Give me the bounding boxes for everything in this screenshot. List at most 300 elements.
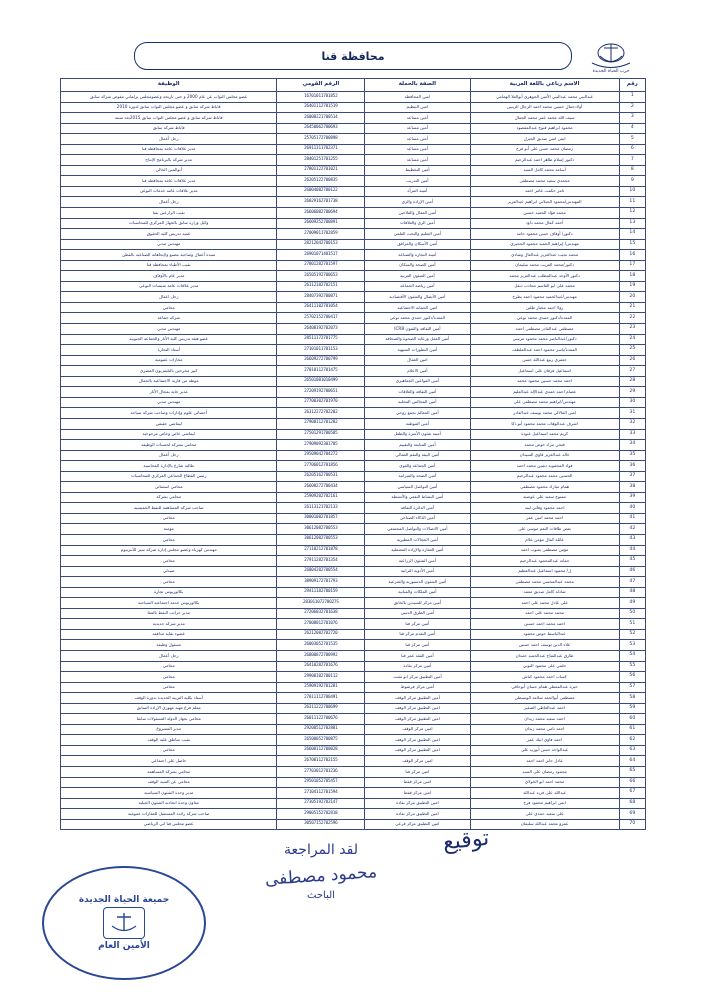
cell-id: 26205162700531 [277,471,365,482]
cell-id: 26800872700992 [277,650,365,661]
cell-note: مهندس كهرباء وعضو مجلس إدارة شركة سير للأنترنيوم [61,545,277,556]
cell-name: محمد احمد ابو الخولاي [470,777,619,788]
table-row [61,682,646,693]
cell-num: 4 [619,123,645,134]
table-head [61,79,646,92]
table-row [61,144,646,155]
cell-id: 26011122700676 [277,714,365,725]
cell-num: 29 [619,387,645,398]
cell-cap: أمين الحجالات المطيرية [365,534,470,545]
cell-cap: امين الحماية الاجتماعية [365,302,470,313]
cell-cap: أمين الشئون الزراعية [365,556,470,567]
cell-num: 11 [619,197,645,208]
cell-note: أستاذ بكلية التربية الجديدة بدورة الوقف [61,693,277,704]
cell-num: 7 [619,155,645,166]
cell-id: 29005152702818 [277,809,365,820]
cell-name: عادل جابر احمد احمد [470,756,619,767]
cell-id: 29411182700159 [277,587,365,598]
cell-cap: امين التنظيم [365,102,470,113]
cell-num: 63 [619,745,645,756]
cell-note: محامي [61,302,277,313]
cell-note: ليماشي خاص وخاص مرحوحية [61,429,277,440]
cell-name: عائلة كمال مؤمن علام [470,534,619,545]
cell-name: المعدة/ياسر محمود احمد عبدالملطف [470,345,619,356]
cell-name: محمود ابراهيم قنوج عبدالمقصود [470,123,619,134]
cell-name: فتحي مراد حوض محمد [470,440,619,451]
cell-name: عبدالنبي محمد عبدالنبي الأمين الجوهري أبوالعلا الهمامي [470,92,619,103]
cell-id: 26212082702720 [277,629,365,640]
cell-name: دكتور إسلام طاهر احمد عبدالرحيم [470,155,619,166]
cell-num: 39 [619,492,645,503]
cell-name: همام مبارك محمود مصطفى [470,482,619,493]
table-row [61,397,646,408]
cell-cap: المعدة/دكتور حمدي محمد نوعي [365,313,470,324]
table-row [61,513,646,524]
cell-name: حيزة عبدالمعطي همام حسان أبوحاقي [470,682,619,693]
cell-cap: أمين الري والعلاقات [365,218,470,229]
cell-name: ممتوج سعيد على عوضية [470,492,619,503]
cell-id: 29509042704272 [277,450,365,461]
cell-note: مدير علاقات عامة شبمنات النوعي [61,281,277,292]
cell-id: 25909192701281 [277,682,365,693]
cell-id: 27110212701878 [277,545,365,556]
table-row [61,577,646,588]
cell-num: 35 [619,450,645,461]
cell-cap: أمين الشئون العربية [365,271,470,282]
cell-note: عضو مجلس النواب عن عام 2000 و حتى تاريخه وعضومجلس برلماني مفوض شركة سابق [61,92,277,103]
cell-name: اشرف عبدالوهاب محمد محمود أبو ذكا [470,418,619,429]
cell-cap: أمين الأسكان والمرافق [365,239,470,250]
table-row [61,735,646,746]
cell-cap: أمين التواصل السياسي [365,482,470,493]
cell-num: 25 [619,345,645,356]
cell-cap: أمين الدائرة الثقافة [365,503,470,514]
cell-cap: أمين التطبيق مركز ابو تشت [365,672,470,683]
cell-cap: امين التطبيق مركز فرعي [365,819,470,830]
cell-num: 5 [619,134,645,145]
cell-num: 61 [619,724,645,735]
table-row [61,102,646,113]
cell-note: معاون وحدة اتحادية الشئون الجيلية [61,798,277,809]
cell-note: أحصائي علوم وإدارات وصاحب شركة سياحة [61,408,277,419]
cell-note: مسئول وظيفة [61,640,277,651]
cell-note: محامي [61,513,277,524]
cell-note: مدير عام بالأوقاف [61,271,277,282]
document-sheet [60,34,646,827]
cell-name: امين المالالي محمد يوسف عبدالقادر [470,408,619,419]
cell-id: 29900182700112 [277,672,365,683]
col-capacity: الصفة بالحملة [365,79,470,92]
cell-num: 16 [619,250,645,261]
cell-note: مخازات عمومية [61,355,277,366]
page-title: محافظة قنا [321,49,385,63]
cell-name: عمرو محمد عبدالله سليمان [470,819,619,830]
cell-id: 26500052700875 [277,735,365,746]
cell-name: جعفري ربيع عبدالله حسن [470,355,619,366]
cell-id: 28301107270027S [277,598,365,609]
cell-name: احمد محمد امين عمر [470,513,619,524]
cell-name: احمد نامي محمد زيدان [470,724,619,735]
cell-note: عضوء نقابة مدافعة [61,629,277,640]
cell-id: 26004082700122 [277,186,365,197]
cell-cap: أمين الملكات والمبانية [365,587,470,598]
table-row [61,440,646,451]
cell-id: 27008012701076 [277,619,365,630]
cell-cap: أمينة المرأة [365,186,470,197]
cell-name: محمد على ابو القاسم مجاذب دنقل [470,281,619,292]
cell-name: مصطفى أبوالحمد سلامة الوسيطي [470,693,619,704]
cell-note: بكالوريوس تجارة [61,587,277,598]
cell-id: 27801122701021 [277,165,365,176]
cell-cap: أمين مركز فرشوط [365,682,470,693]
cell-name: ل/ محمود اسماعيل عبدالعظيم [470,566,619,577]
cell-num: 24 [619,334,645,345]
review-signature [226,842,416,901]
document-header [60,34,646,78]
table-row [61,176,646,187]
cell-num: 47 [619,577,645,588]
cell-num: 17 [619,260,645,271]
cell-cap: أمين التخطيط [365,165,470,176]
cell-num: 62 [619,735,645,746]
cell-name: محمدي سعيد محمد مصطفى [470,176,619,187]
cell-cap: امين مركز قنا [365,767,470,778]
cell-num: 46 [619,566,645,577]
cell-num: 44 [619,545,645,556]
cell-id: 26804282700554 [277,566,365,577]
cell-note: محامي [61,745,277,756]
table-row [61,281,646,292]
cell-num: 38 [619,482,645,493]
cell-name: مؤمن مصطفى يعنوب احمد [470,545,619,556]
col-national-id: الرقم القومي [277,79,365,92]
cell-id: 30001082701857 [277,513,365,524]
cell-cap: أمين مساعد [365,144,470,155]
cell-id: 28407392700871 [277,292,365,303]
cell-name: على عادل محمد على احمد [470,598,619,609]
table-row [61,566,646,577]
cell-num: 8 [619,165,645,176]
table-row [61,186,646,197]
cell-note: أستاذ التجارة [61,345,277,356]
cell-name: علاء الدين يوسف احمد حسين [470,640,619,651]
cell-cap: أمين مركز نقادة [365,661,470,672]
cell-cap: امين التطبيق مركز نقادة [365,809,470,820]
cell-note: رجل اعمال [61,292,277,303]
table-row [61,260,646,271]
table-row [61,714,646,725]
cell-name: احمد محمد حسين محمود محمد [470,376,619,387]
cell-cap: امين المحافظة [365,92,470,103]
table-row [61,239,646,250]
cell-num: 52 [619,629,645,640]
cell-id: 25702152700417 [277,313,365,324]
cell-name: محمد عبدالمحسن محمد مصطفى [470,577,619,588]
cell-note: مهندس مدني [61,397,277,408]
cell-num: 37 [619,471,645,482]
cell-id: 30612082700553 [277,534,365,545]
cell-name: خالد عبدالعزيز قاوي السيدان [470,450,619,461]
cell-name: ايمن امين صديق الجبرل [470,134,619,145]
cell-num: 50 [619,608,645,619]
table-row [61,123,646,134]
table-row [61,534,646,545]
cell-note: ليماشي حقيقي [61,418,277,429]
cell-id: 26700112702155 [277,756,365,767]
cell-note: محامي [61,661,277,672]
cell-cap: أمين الفقه عمر قنا [365,650,470,661]
cell-cap: أمين الشئون الدستورية والشرعية [365,577,470,588]
cell-note: صاحب شركة المساهمة للنقط الخميسية [61,503,277,514]
table-row [61,788,646,799]
cell-id: 27911282701354 [277,556,365,567]
cell-id: 26008221700514 [277,113,365,124]
cell-name: أحمد كمال محمد داود [470,218,619,229]
table-row [61,292,646,303]
cell-id: 26205122700835 [277,176,365,187]
members-table [60,78,646,830]
cell-name: احمد محمد احمد حسين [470,619,619,630]
table-row [61,113,646,124]
cell-note: مهندس مدني [61,239,277,250]
signature-mark: توقيع [441,825,491,856]
cell-id: 29501052705457 [277,777,365,788]
table-row [61,556,646,567]
cell-name: بعض طاقات النعم موسى على [470,524,619,535]
table-body [61,92,646,830]
cell-num: 51 [619,619,645,630]
cell-note: مدير شركة حديدية [61,619,277,630]
cell-num: 66 [619,777,645,788]
cell-note: مدير المشروع [61,724,277,735]
cell-id: 27908112701282 [277,418,365,429]
table-row [61,408,646,419]
cell-name: حلمي على محمود النوبي [470,661,619,672]
cell-id: 27209192700651 [277,387,365,398]
cell-cap: أمين الاتصالات والتواصل المجتمعي [365,524,470,535]
review-line-1: لقد المراجعة [284,842,358,858]
cell-name: اسماعيل فرقان على اسماعيل [470,366,619,377]
cell-cap: أمين الاعلام [365,366,470,377]
table-row [61,155,646,166]
table-row [61,208,646,219]
cell-note: سيدة أعمال وصاحبة مصنع ولإتجاهاته الصناعية بالقطن [61,250,277,261]
cell-name: احمد عبدالعاطي الصغير [470,703,619,714]
cell-num: 19 [619,281,645,292]
cell-cap: أمين التعليم والبحث العلمي [365,229,470,240]
cell-num: 55 [619,661,645,672]
cell-num: 65 [619,767,645,778]
cell-cap: امين التطبيق مركز الوقف [365,714,470,725]
cell-name: عبدالله على فريد عبدالله [470,788,619,799]
cell-cap: أمين مساعد [365,123,470,134]
table-row [61,134,646,145]
cell-num: 45 [619,556,645,567]
cell-num: 26 [619,355,645,366]
cell-note: مدير خاية بمجال الأثار [61,387,277,398]
cell-note: عضو محلس قنا اني الرياضي [61,819,277,830]
cell-note: رجل أعمال [61,450,277,461]
cell-note: صاحب شركة رائدة المستقبل للعقارات عمومية [61,809,277,820]
cell-name: أولادجمال حسين محمد احمد الرجال الزينين [470,102,619,113]
cell-cap: أمين مساعد [365,155,470,166]
cell-cap: أمين المعالم بجمع روحي [365,408,470,419]
cell-id: 27706012701856 [277,461,365,472]
cell-name: مهندس/ابراهيم محمد مصطفى على [470,397,619,408]
cell-name: محمود رمضان على السيد [470,767,619,778]
cell-id: 27700302701970 [277,397,365,408]
cell-id: 27206032701638 [277,608,365,619]
cell-id: 26609252700891 [277,218,365,229]
cell-num: 12 [619,208,645,219]
cell-id: 25909202702161 [277,492,365,503]
cell-id: 26029162701738 [277,197,365,208]
cell-note: مدير علاقات عامة بمحافظة قنا [61,176,277,187]
cell-cap: أمين العمال والفلاحين [365,208,470,219]
cell-id: 27801282701597 [277,260,365,271]
cell-name: محمد فؤاد الحميد حسين [470,208,619,219]
table-row [61,703,646,714]
cell-num: 32 [619,418,645,429]
cell-num: 36 [619,461,645,472]
cell-name: دكتور/ أوقاف حسن محمود حامد [470,229,619,240]
table-row [61,724,646,735]
cell-note: مهندس مدني [61,324,277,335]
cell-name: عبدالباسط حوض محمود [470,629,619,640]
cell-id: 16701011701852 [277,92,365,103]
cell-num: 22 [619,313,645,324]
cell-id: 27010112701475 [277,366,365,377]
cell-note: مدير وحدة الشئون السياسية [61,788,277,799]
cell-name: كريم محمد اسماعيل عبودة [470,429,619,440]
cell-num: 48 [619,587,645,598]
cell-cap: أمين المجالس المحلية [365,397,470,408]
table-row [61,376,646,387]
cell-name: دكتور/عبدالناصر محمد محمود مرسي [470,334,619,345]
cell-id: 26911311702371 [277,144,365,155]
table-row [61,767,646,778]
table-row [61,461,646,472]
cell-num: 67 [619,788,645,799]
cell-name: مهندس/ إبراهيم الحميد محمود الجحيري [470,239,619,250]
cell-name: على سعيد حمدي على [470,809,619,820]
cell-cap: أمين الموطنة [365,418,470,429]
cell-note: مدير حرائب النقط بالمقا [61,608,277,619]
col-name: الاسم رباعي باللغة العربية [470,79,619,92]
table-row [61,693,646,704]
cell-note: نقيب الأطباء بمحافظة قنا [61,260,277,271]
cell-note: قاباط شركة سابق و عضو مجلس النواب سابق 2015بعد سنتة [61,113,277,124]
table-row [61,777,646,788]
cell-id: 26901071401517 [277,250,365,261]
table-row [61,798,646,809]
cell-name: محمد نجيب عبدالعزيز عبدالعال وشادي [470,250,619,261]
table-row [61,471,646,482]
cell-name: طارق عبدالفتاح عبدالحميد حمدان [470,650,619,661]
cell-note: محامي [61,682,277,693]
cell-id: 26401112701519 [277,102,365,113]
cell-cap: أمين مركز قنا [365,640,470,651]
cell-note: محامي بشركة [61,492,277,503]
stamp-bottom-text: الأمين العام [98,941,150,951]
table-row [61,334,646,345]
cell-name: كساب احمد محمود كباش [470,672,619,683]
cell-cap: أمينة شئون الأسرة والطفل [365,429,470,440]
cell-cap: أمين النشاط النفعي والأنشطة [365,492,470,503]
cell-id: 26408192702073 [277,324,365,335]
table-row [61,587,646,598]
cell-num: 6 [619,144,645,155]
table-row [61,165,646,176]
cell-id: 26311222700699 [277,703,365,714]
cell-note: محامي بشركة المساهمة [61,767,277,778]
table-row [61,598,646,609]
cell-note: طالبة شارع بالإدارة المحاسبة [61,461,277,472]
cell-num: 49 [619,598,645,609]
cell-id: 30612082700553 [277,524,365,535]
document-title-box [134,42,572,70]
cell-id: 26112182702151 [277,281,365,292]
cell-name: احمد سعيد محمد زيدان [470,714,619,725]
cell-num: 34 [619,440,645,451]
cell-num: 13 [619,218,645,229]
cell-id: 26606082700694 [277,208,365,219]
cell-num: 14 [619,229,645,240]
cell-name: ايمن ابراهيم محمود فرج [470,798,619,809]
cell-num: 10 [619,186,645,197]
cell-id: 27104112701594 [277,788,365,799]
cell-name: مهندس/عبدالحميد محمود احمد بطرخ [470,292,619,303]
col-index: رقم [619,79,645,92]
table-row [61,218,646,229]
cell-cap: أمين رياضة الجماعة [365,281,470,292]
cell-name: أسامة محمد كامل السيد [470,165,619,176]
cell-cap: امين التطبيق مركز الوقف [365,745,470,756]
table-row [61,271,646,282]
cell-id: 27011112700491 [277,693,365,704]
table-row [61,745,646,756]
table-row [61,492,646,503]
cell-id: 26113121702133 [277,503,365,514]
cell-id: 26312272702202 [277,408,365,419]
cell-name: حماتة عبدالمحمود عبدالرحيم [470,556,619,567]
cell-cap: امين مركز الوقف [365,756,470,767]
svg-text:حزب الحياة الجديدة: حزب الحياة الجديدة [592,69,630,73]
stamp-emblem-icon [103,907,145,939]
cell-cap: أمين التطبيق مركز الوقف [365,693,470,704]
cell-cap: أمين التقدم مركز قنا [365,629,470,640]
table-row [61,629,646,640]
cell-cap: أمين الجماعة والقوى [365,461,470,472]
table-row [61,619,646,630]
cell-cap: أمين الصحة والميزانية [365,471,470,482]
cell-note: قاباط شركة سابق [61,123,277,134]
cell-cap: أمين الثقافة والعلاقات [365,387,470,398]
cell-cap: أمين الثقافة والفنون ICRB [365,324,470,335]
table-row [61,345,646,356]
cell-name: احمد محمود وفائي ليبه [470,503,619,514]
cell-num: 40 [619,503,645,514]
cell-cap: أمين الطرق الدسي [365,608,470,619]
cell-id: 27501291700505 [277,429,365,440]
cell-id: 26450062700693 [277,123,365,134]
cell-cap: أمين التطورات الشبهية [365,345,470,356]
cell-id: 26505192700653 [277,271,365,282]
table-row [61,650,646,661]
cell-cap: أمين التدريب [365,176,470,187]
cell-id: 27909092301705 [277,440,365,451]
cell-name: الحسين محمد محمود عبدالرحيم [470,471,619,482]
